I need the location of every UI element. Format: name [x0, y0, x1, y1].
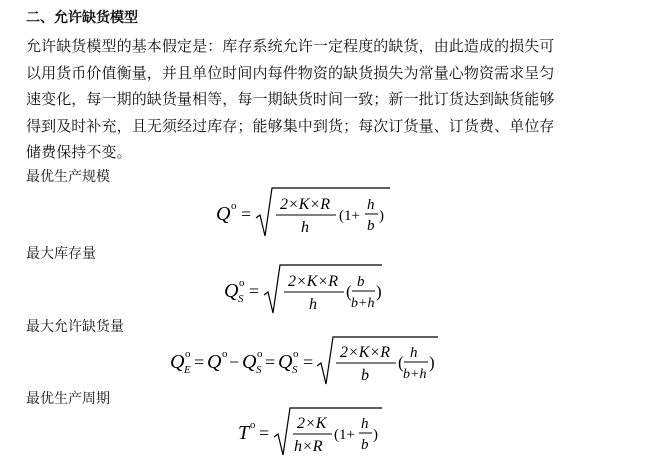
formula-equals: =: [241, 204, 252, 224]
paren-close: ): [376, 282, 382, 301]
formula-denominator: b: [361, 367, 369, 384]
label-max-inventory: 最大库存量: [26, 246, 96, 262]
formula-numerator: 2×K×R: [288, 273, 339, 290]
formula-max-shortage-svg: [168, 334, 448, 392]
factor-denominator: b+h: [351, 296, 375, 311]
factor-close: ): [373, 427, 378, 443]
formula-qs-2: Q: [278, 351, 293, 373]
formula-numerator: 2×K×R: [340, 344, 391, 361]
formula-lhs: Q: [170, 351, 185, 373]
formula-q-sup: o: [222, 348, 228, 360]
formula-lhs: T: [238, 422, 250, 444]
formula-max-inventory-svg: [222, 261, 392, 319]
factor-open: (1+: [339, 208, 360, 224]
formula-optimal-cycle: [234, 405, 394, 467]
formula-denominator: h: [301, 219, 309, 236]
paragraph-line: 以用货币价值衡量，并且单位时间内每件物资的缺货损失为常量心物资需求呈匀: [26, 63, 555, 82]
formula-denominator: h×R: [294, 438, 323, 455]
formula-equals: =: [249, 281, 260, 301]
formula-lhs-sup: o: [250, 419, 256, 431]
paren-open: (: [346, 282, 352, 301]
formula-numerator: 2×K×R: [280, 196, 331, 213]
factor-numerator: b: [357, 274, 365, 290]
paragraph: [26, 33, 626, 166]
paren-close: ): [429, 353, 435, 372]
factor-denominator: b: [361, 437, 369, 453]
formula-optimal-production-scale: [212, 184, 402, 247]
formula-numerator: 2×K: [297, 415, 327, 432]
formula-lhs: Q: [216, 203, 231, 225]
paragraph-line: 得到及时补充，且无须经过库存；能够集中到货；每次订货量、订货费、单位存: [26, 116, 555, 135]
paragraph-line: 储费保持不变。: [26, 143, 132, 161]
paren-open: (: [398, 353, 404, 372]
factor-denominator: b: [367, 218, 375, 234]
formula-denominator: h: [309, 296, 317, 313]
formula-max-inventory: [222, 261, 392, 324]
section-heading: 二、允许缺货模型: [26, 10, 138, 26]
factor-close: ): [379, 208, 384, 224]
label-optimal-production-scale: 最优生产规模: [26, 169, 110, 185]
paragraph-line: 速变化，每一期的缺货量相等，每一期缺货时间一致；新一批订货达到缺货能够: [26, 90, 555, 108]
factor-numerator: h: [410, 345, 418, 361]
formula-lhs-sup: o: [185, 348, 191, 360]
formula-lhs-sub: S: [238, 293, 244, 305]
label-max-shortage: 最大允许缺货量: [26, 319, 124, 335]
formula-qs: Q: [242, 351, 257, 373]
formula-lhs: Q: [224, 280, 239, 302]
formula-equals: =: [194, 352, 205, 372]
formula-lhs-sup: o: [239, 277, 245, 289]
formula-lhs-sub: E: [184, 364, 191, 376]
formula-qs-sub: S: [256, 364, 262, 376]
label-optimal-cycle: 最优生产周期: [26, 391, 110, 407]
factor-denominator: b+h: [403, 367, 427, 382]
formula-optimal-production-scale-svg: [212, 184, 402, 242]
formula-minus: −: [229, 352, 240, 372]
formula-equals-2: =: [265, 352, 276, 372]
factor-numerator: h: [367, 197, 375, 213]
formula-equals: =: [259, 423, 270, 443]
formula-qs-2-sup: o: [293, 348, 299, 360]
formula-max-shortage: [168, 334, 448, 397]
factor-numerator: h: [361, 416, 369, 432]
formula-lhs-sup: o: [231, 200, 237, 212]
formula-qs-2-sub: S: [292, 364, 298, 376]
factor-open: (1+: [334, 427, 355, 443]
paragraph-line: 允许缺货模型的基本假定是：库存系统允许一定程度的缺货，由此造成的损失可: [26, 37, 555, 55]
formula-equals-3: =: [303, 352, 314, 372]
formula-qs-sup: o: [257, 348, 263, 360]
formula-q: Q: [207, 351, 222, 373]
formula-optimal-cycle-svg: [234, 405, 394, 462]
